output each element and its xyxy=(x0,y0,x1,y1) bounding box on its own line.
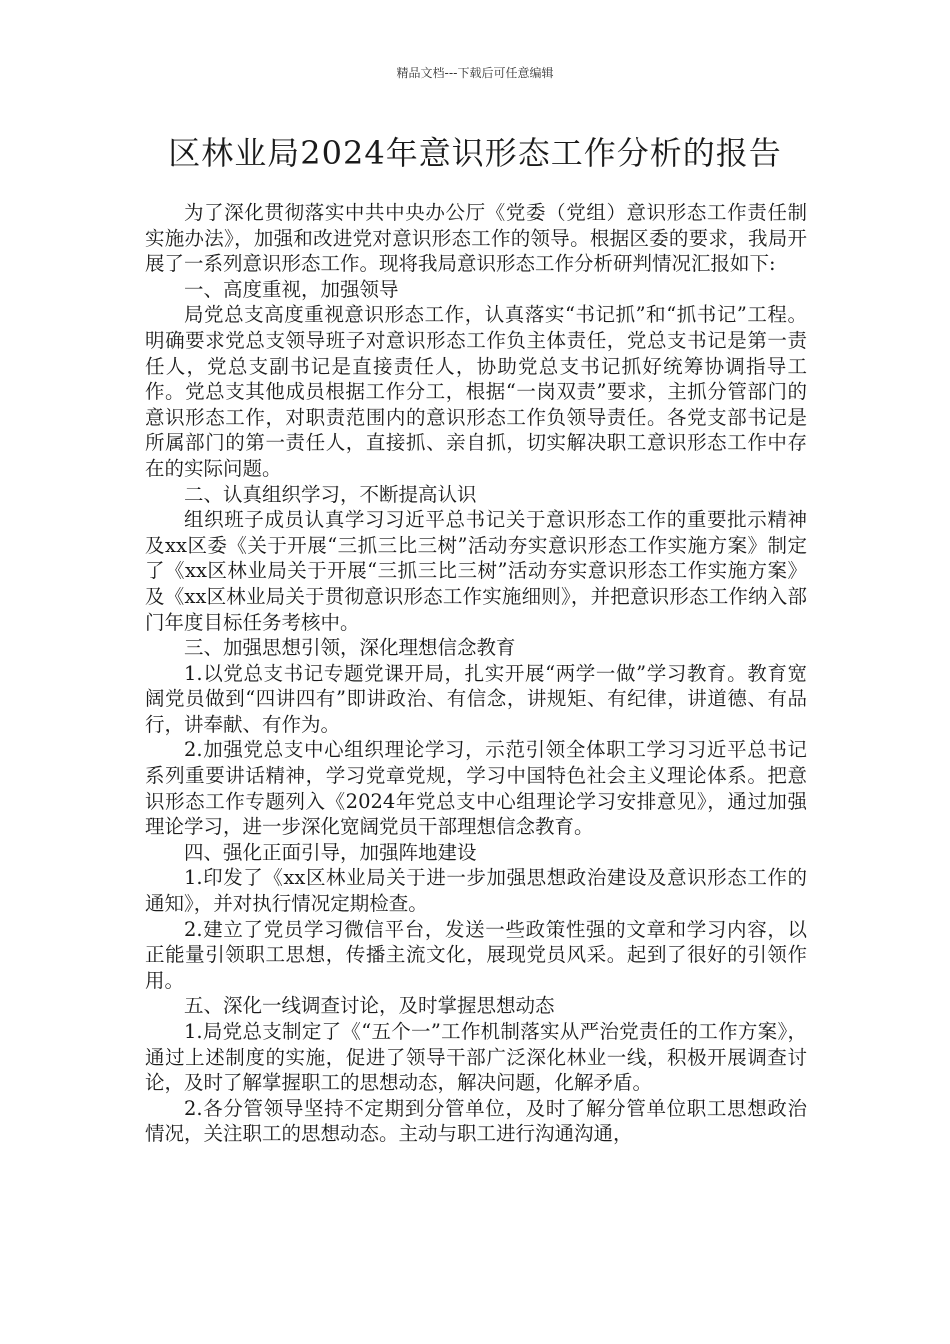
section-heading-1: 一、高度重视，加强领导 xyxy=(184,277,399,301)
document-body xyxy=(145,200,807,1147)
paragraph: 1.局党总支制定了《“五个一”工作机制落实从严治党责任的工作方案》，通过上述制度的实施，促进了领导干部广泛深化林业一线，积极开展调查讨论，及时了解掌握职工的思想动态，解决问题，化解矛盾。 xyxy=(145,1020,807,1095)
section-heading-3: 三、加强思想引领，深化理想信念教育 xyxy=(184,636,516,660)
section-heading-2: 二、认真组织学习，不断提高认识 xyxy=(184,482,477,506)
paragraph: 2.各分管领导坚持不定期到分管单位，及时了解分管单位职工思想政治情况，关注职工的思想动态。主动与职工进行沟通沟通， xyxy=(145,1096,807,1146)
paragraph-intro: 为了深化贯彻落实中共中央办公厅《党委（党组）意识形态工作责任制实施办法》，加强和改进党对意识形态工作的领导。根据区委的要求，我局开展了一系列意识形态工作。现将我局意识形态工作分析研判情况汇报如下: xyxy=(145,201,807,276)
page-header-note: 精品文档---下载后可任意编辑 xyxy=(396,66,554,80)
paragraph: 2.建立了党员学习微信平台，发送一些政策性强的文章和学习内容，以正能量引领职工思想，传播主流文化，展现党员风采。起到了很好的引领作用。 xyxy=(145,917,807,992)
document-title: 区林业局2024年意识形态工作分析的报告 xyxy=(168,134,782,172)
paragraph: 1.印发了《xx区林业局关于进一步加强思想政治建设及意识形态工作的通知》，并对执行情况定期检查。 xyxy=(145,866,807,916)
paragraph: 局党总支高度重视意识形态工作，认真落实“书记抓”和“抓书记”工程。明确要求党总支领导班子对意识形态工作负主体责任，党总支书记是第一责任人，党总支副书记是直接责任人，协助党总支书记抓好统筹协调指导工作。党总支其他成员根据工作分工，根据“一岗双责”要求，主抓分管部门的意识形态工作，对职责范围内的意识形态工作负领导责任。各党支部书记是所属部门的第一责任人，直接抓、亲自抓，切实解决职工意识形态工作中存在的实际问题。 xyxy=(145,303,807,480)
paragraph: 1.以党总支书记专题党课开局，扎实开展“两学一做”学习教育。教育宽阔党员做到“四讲四有”即讲政治、有信念，讲规矩、有纪律，讲道德、有品行，讲奉献、有作为。 xyxy=(145,661,807,736)
section-heading-5: 五、深化一线调查讨论，及时掌握思想动态 xyxy=(184,994,555,1018)
paragraph: 2.加强党总支中心组织理论学习，示范引领全体职工学习习近平总书记系列重要讲话精神，学习党章党规，学习中国特色社会主义理论体系。把意识形态工作专题列入《2024年党总支中心组理论学习安排意见》，通过加强理论学习，进一步深化宽阔党员干部理想信念教育。 xyxy=(145,738,807,839)
section-heading-4: 四、强化正面引导，加强阵地建设 xyxy=(184,840,477,864)
paragraph: 组织班子成员认真学习习近平总书记关于意识形态工作的重要批示精神及xx区委《关于开展“三抓三比三树”活动夯实意识形态工作实施方案》制定了《xx区林业局关于开展“三抓三比三树”活动夯实意识形态工作实施方案》及《xx区林业局关于贯彻意识形态工作实施细则》，并把意识形态工作纳入部门年度目标任务考核中。 xyxy=(145,508,807,634)
